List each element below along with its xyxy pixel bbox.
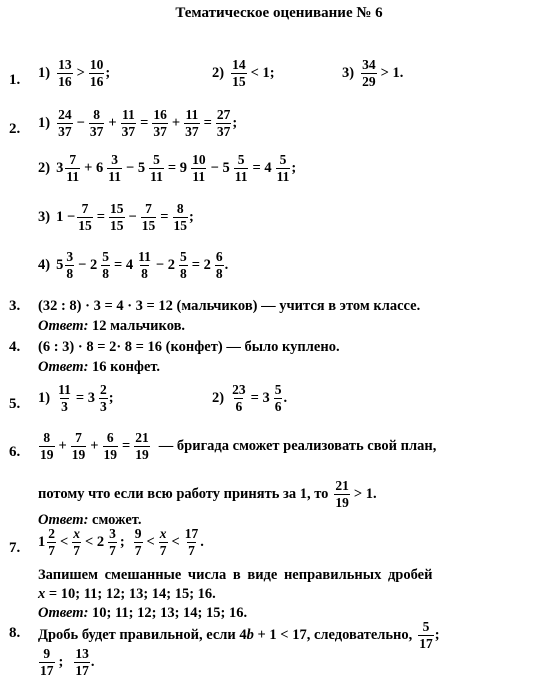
text: 16 конфет. [92,359,161,375]
numerator: 34 [362,57,376,72]
answer-label: Ответ: [38,359,89,375]
operator: = [140,114,149,131]
fraction [215,250,224,280]
denominator: 11 [276,168,290,184]
text: 2) [212,389,225,406]
problem-number-8: 8. [9,625,21,641]
fraction [108,527,117,557]
fraction [99,383,108,413]
denominator: 19 [335,494,349,510]
problem-number-4: 4. [9,339,21,355]
denominator: 29 [362,73,376,89]
numerator: 5 [274,382,282,397]
text: 3) [38,208,51,225]
operator: = [96,208,105,225]
operator: < [60,533,69,550]
denominator: 37 [89,123,104,139]
fraction [173,202,189,232]
operator: + [58,437,67,454]
fraction [65,153,80,183]
fraction [65,250,74,280]
text: ; [232,114,238,131]
problem-7-inequality [38,527,204,557]
numerator: 2 [48,526,55,541]
operator: − 2 [78,256,98,273]
numerator: 8 [176,201,184,216]
fraction [71,431,87,461]
denominator: 15 [173,217,188,233]
text: ; [189,208,194,225]
numerator: 21 [135,430,149,445]
problem-4-text: (6 : 3) · 8 = 2· 8 = 16 (конфет) — было куплено. [38,339,340,355]
fraction [184,527,200,557]
denominator: 7 [134,542,142,558]
denominator: 19 [103,446,118,462]
problem-number-3: 3. [9,298,21,314]
numerator: 9 [134,526,142,541]
numerator: 11 [185,107,199,122]
text: x [38,586,46,602]
fraction [121,108,137,138]
problem-1-part-2 [212,58,278,88]
denominator: 17 [40,662,54,678]
part-label: 3) [342,64,355,81]
denominator: 7 [48,542,55,558]
numerator: 7 [145,201,152,216]
fraction [152,108,168,138]
numerator: 8 [93,107,100,122]
denominator: 8 [66,265,74,281]
text: 1) [38,114,51,131]
denominator: 19 [40,446,54,462]
denominator: 17 [75,662,89,678]
numerator: 13 [58,57,72,72]
text: b [246,626,254,643]
denominator: 19 [71,446,86,462]
answer-label: Ответ: [38,512,89,528]
problem-6-reason [38,479,380,509]
denominator: 3 [100,398,107,414]
numerator: 7 [81,201,89,216]
fraction [274,383,283,413]
page-title: Тематическое оценивание № 6 [175,5,383,21]
problem-8-text [38,620,440,650]
operator: − 5 [210,159,230,176]
fraction [89,58,105,88]
numerator: 5 [422,619,430,634]
problem-number-6: 6. [9,444,21,460]
numerator: 11 [58,382,71,397]
problem-3-answer [38,318,185,335]
numerator: 11 [121,107,135,122]
fraction [109,202,125,232]
text: 1 [38,533,46,550]
operator: = 2 [191,256,211,273]
numerator: 2 [100,382,107,397]
operator: > [76,64,85,81]
text: 5 [56,256,64,273]
numerator: 10 [89,57,104,72]
numerator: 23 [232,382,246,397]
denominator: 7 [188,542,195,558]
numerator: 9 [43,646,51,661]
numerator: 5 [237,152,245,167]
numerator: 3 [66,249,74,264]
operator: = 3 [75,389,95,406]
denominator: 8 [141,265,148,281]
operator: = 4 [113,256,134,273]
fraction [101,250,110,280]
denominator: 16 [58,73,72,89]
operator: > 1. [353,485,377,502]
part-label: 2) [212,64,225,81]
numerator: x [159,526,167,541]
numerator: 16 [153,107,167,122]
text: ; [105,64,111,81]
fraction [149,153,164,183]
operator: + [171,114,181,131]
operator: = 9 [167,159,188,176]
problem-2-part-4 [38,250,228,280]
text: ; [291,159,297,176]
fraction [361,58,377,88]
answer-label: Ответ: [38,605,89,621]
problem-5-part-2 [212,383,287,413]
text: ; [119,533,125,550]
operator: = 4 [252,159,272,176]
operator: < 2 [85,533,105,550]
denominator: 7 [109,542,116,558]
denominator: 7 [73,542,81,558]
problem-1-part-3 [342,58,406,88]
text: . [224,256,229,273]
fraction [334,479,350,509]
operator: = [203,114,212,131]
text: ; [434,626,440,643]
denominator: 11 [234,168,248,184]
numerator: 6 [215,249,223,264]
denominator: 6 [274,398,282,414]
fraction [231,58,247,88]
fraction [57,383,72,413]
denominator: 6 [235,398,243,414]
numerator: 11 [138,249,151,264]
denominator: 15 [78,217,92,233]
problem-number-2: 2. [9,121,21,137]
denominator: 7 [159,542,167,558]
fraction [77,202,93,232]
fraction [72,527,81,557]
operator: = 3 [250,389,270,406]
denominator: 37 [121,123,136,139]
denominator: 15 [232,73,246,89]
numerator: 5 [102,249,109,264]
text: потому что если всю работу принять за 1, то [38,485,329,502]
fraction [74,647,90,677]
problem-1-part-1 [38,58,110,88]
numerator: 7 [75,430,82,445]
problem-2-part-3 [38,202,194,232]
operator: < 1; [250,64,275,81]
problem-4-answer [38,359,160,376]
numerator: 5 [153,152,160,167]
fraction [137,250,152,280]
text: ; [108,389,114,406]
problem-7-text: Запишем смешанные числа в виде неправильных дробей [38,567,433,583]
operator: < [146,533,155,550]
fraction [234,153,249,183]
text: 4) [38,256,51,273]
denominator: 15 [110,217,124,233]
problem-6-equation [38,431,436,461]
fraction [179,250,188,280]
numerator: 8 [43,430,51,445]
problem-8-fractions [38,647,94,677]
operator: + 6 [84,159,104,176]
fraction [89,108,105,138]
fraction [141,202,157,232]
fraction [231,383,247,413]
text: = 10; 11; 12; 13; 14; 15; 16. [48,586,216,602]
problem-5-part-1 [38,383,114,413]
operator: − 2 [155,256,176,273]
text: . [283,389,288,406]
denominator: 8 [215,265,223,281]
denominator: 11 [66,168,80,184]
operator: + [108,114,117,131]
fraction [57,108,73,138]
denominator: 8 [102,265,109,281]
answer-label: Ответ: [38,318,89,334]
problem-3-text: (32 : 8) · 3 = 4 · 3 = 12 (мальчиков) — учится в этом классе. [38,298,421,314]
fraction [39,647,55,677]
denominator: 16 [89,73,104,89]
numerator: 13 [75,646,89,661]
numerator: 15 [110,201,124,216]
fraction [184,108,200,138]
numerator: 3 [111,152,118,167]
fraction [47,527,56,557]
fraction [134,431,150,461]
text: 3 [56,159,64,176]
text: — бригада сможет реализовать свой план, [158,437,437,454]
text: 10; 11; 12; 13; 14; 15; 16. [92,605,248,621]
denominator: 15 [141,217,156,233]
denominator: 11 [108,168,122,184]
numerator: 7 [69,152,77,167]
text: . [200,533,204,550]
numerator: 5 [279,152,287,167]
text: + 1 < 17, следовательно, [257,626,413,643]
text: . [90,653,95,670]
problem-number-7: 7. [9,540,21,556]
operator: − [76,114,85,131]
problem-7-x-values [38,586,216,603]
denominator: 11 [192,168,206,184]
operator: > 1. [380,64,404,81]
denominator: 8 [180,265,187,281]
fraction [107,153,122,183]
text: 1 − [56,208,76,225]
denominator: 17 [419,635,433,651]
fraction [103,431,119,461]
text: сможет. [92,512,142,528]
numerator: 3 [109,526,116,541]
numerator: 21 [335,478,349,493]
text: ; [58,653,64,670]
denominator: 37 [153,123,167,139]
fraction [276,153,291,183]
fraction [39,431,55,461]
denominator: 11 [150,168,163,184]
part-label: 1) [38,64,51,81]
fraction [216,108,232,138]
numerator: 27 [216,107,231,122]
fraction [191,153,207,183]
operator: = [160,208,169,225]
problem-number-1: 1. [9,72,21,88]
denominator: 37 [58,123,72,139]
text: 12 мальчиков. [92,318,186,334]
denominator: 3 [61,398,68,414]
operator: − 5 [126,159,146,176]
denominator: 37 [216,123,231,139]
denominator: 37 [185,123,199,139]
operator: = [122,437,131,454]
denominator: 19 [135,446,149,462]
operator: < [171,533,180,550]
numerator: 24 [58,107,72,122]
fraction [159,527,168,557]
problem-2-part-1 [38,108,237,138]
numerator: 5 [180,249,187,264]
problem-2-part-2 [38,153,296,183]
operator: − [128,208,137,225]
problem-number-5: 5. [9,396,21,412]
fraction [57,58,73,88]
numerator: 17 [184,526,199,541]
fraction [418,620,434,650]
numerator: 14 [232,57,246,72]
text: 2) [38,159,51,176]
numerator: x [73,526,81,541]
text: Дробь будет правильной, если 4 [38,626,247,643]
fraction [134,527,143,557]
text: 1) [38,389,51,406]
numerator: 6 [106,430,114,445]
operator: + [90,437,99,454]
numerator: 10 [192,152,206,167]
